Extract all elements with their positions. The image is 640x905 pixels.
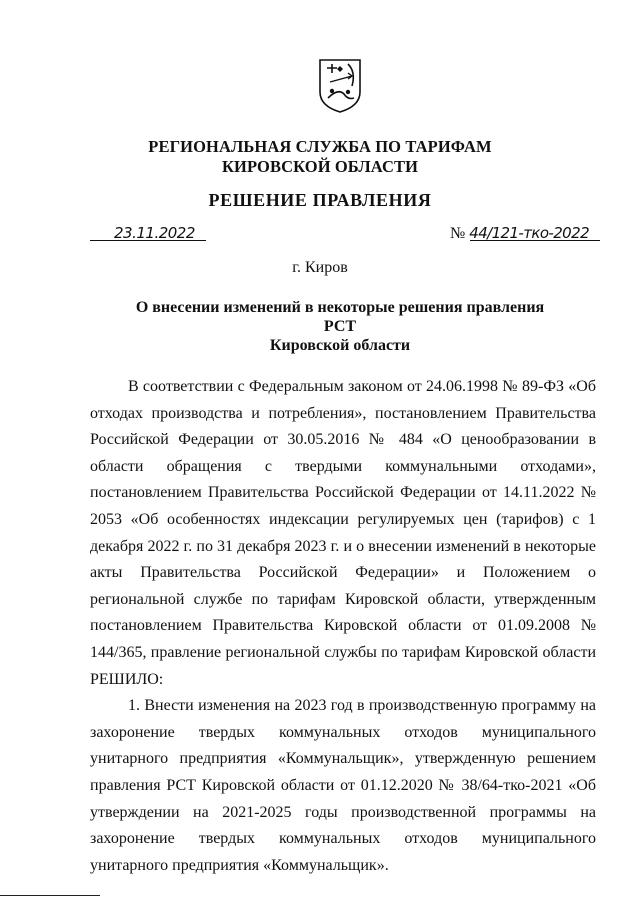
body-paragraph-item-1: 1. Внести изменения на 2023 год в производственную программу на захоронение твердых коммунальных отходов муниципального унитарного предприятия «Коммунальщик», утвержденную решением правления РСТ Кировской области от 01.12.2020 № 38/64-тко-2021 «Об утверждении на 2021-2025 годы производственной программы на захоронение твердых коммунальных отходов муниципального унитарного предприятия «Коммунальщик».: [90, 697, 596, 874]
subject-line1: О внесении изменений в некоторые решения правления РСТ: [135, 299, 545, 335]
coat-of-arms-icon: [318, 58, 362, 114]
document-type-title: РЕШЕНИЕ ПРАВЛЕНИЯ: [208, 190, 432, 210]
document-subject: [120, 298, 560, 355]
document-date: 23.11.2022: [114, 224, 195, 242]
document-number-value: 44/121-тко-2022: [469, 224, 590, 242]
subject-line2: Кировской области: [269, 337, 411, 354]
body-paragraph-preamble: В соответствии с Федеральным законом от 24.06.1998 № 89-ФЗ «Об отходах производства и потребления», постановлением Правительства Российской Федерации от 30.05.2016 № 484 «О ценообразовании в области обращения с твердыми коммунальными отходами», постановлением Правительства Российской Федерации от 14.11.2022 № 2053 «Об особенностях индексации регулируемых цен (тарифов) с 1 декабря 2022 г. по 31 декабря 2023 г. и о внесении изменений в некоторые акты Правительства Российской Федерации» и Положением о региональной службе по тарифам Кировской области, утвержденным постановлением Правительства Кировской области от 01.09.2008 № 144/365, правление региональной службы по тарифам Кировской области РЕШИЛО:: [90, 378, 596, 688]
number-sign: №: [450, 225, 466, 242]
footnote-separator: [0, 895, 100, 896]
date-underline: [90, 240, 206, 241]
organization-name-line2: КИРОВСКОЙ ОБЛАСТИ: [221, 157, 419, 176]
number-underline: [470, 240, 600, 241]
document-body: [90, 374, 596, 879]
city: г. Киров: [292, 259, 348, 276]
organization-name-line1: РЕГИОНАЛЬНАЯ СЛУЖБА ПО ТАРИФАМ: [148, 137, 492, 156]
